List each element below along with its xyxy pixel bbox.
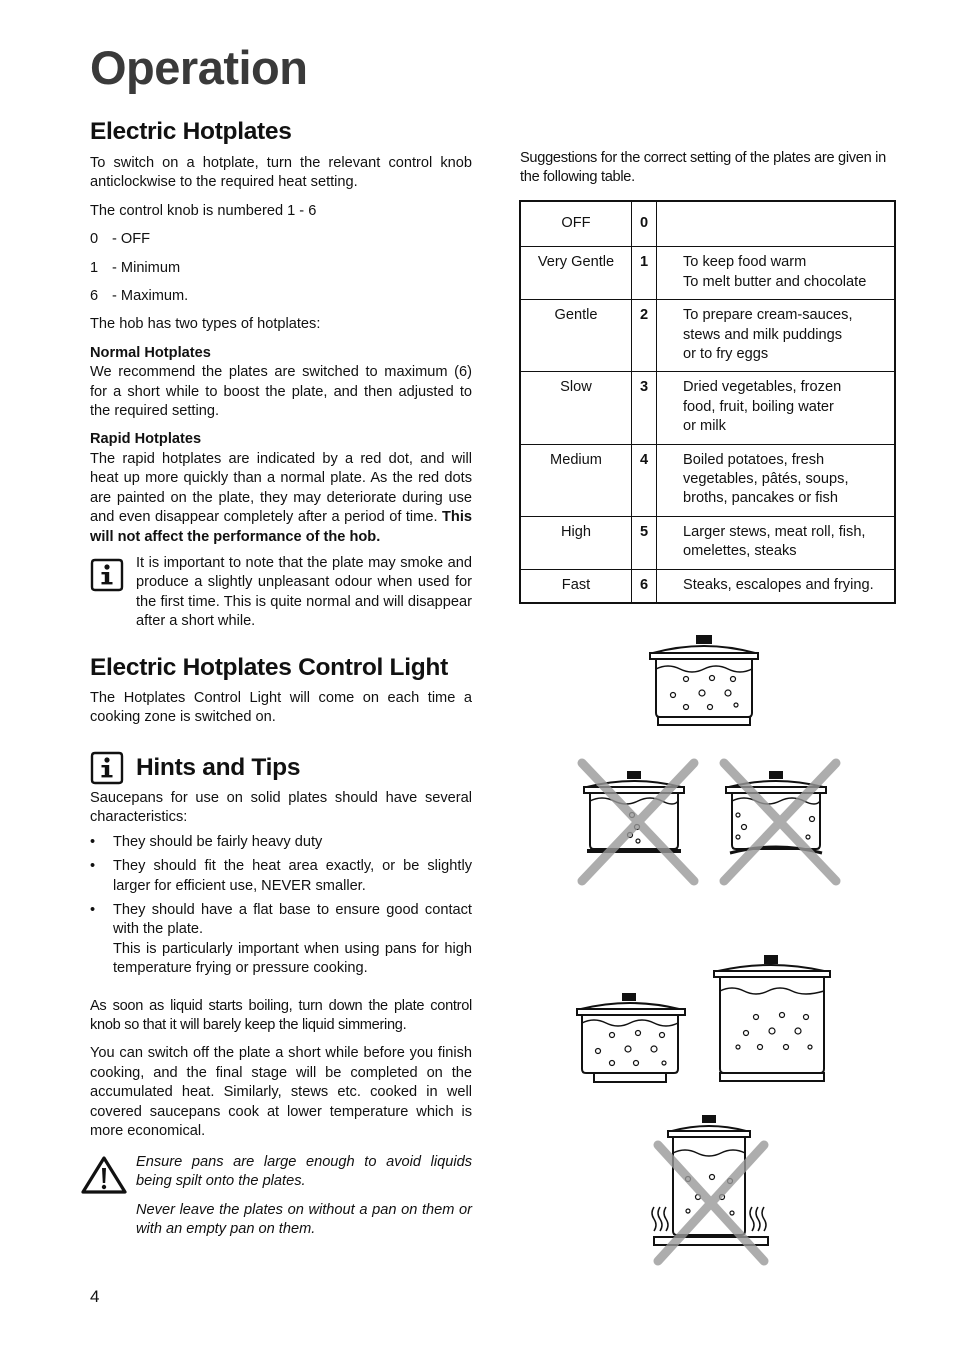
usage-cell	[657, 444, 896, 516]
hints-intro: Saucepans for use on solid plates should have several characteristics:	[90, 790, 472, 826]
usage-line: Larger stews, meat roll, fish,	[683, 523, 866, 540]
control-light-text: The Hotplates Control Light will come on each time a cooking zone is switched on.	[90, 690, 472, 726]
list-item-text: They should have a flat base to ensure good contact with the plate.	[113, 902, 472, 938]
list-item: • They should be fairly heavy duty	[90, 833, 472, 852]
usage-line: Boiled potatoes, fresh	[683, 451, 825, 468]
usage-cell	[657, 569, 896, 603]
setting-label: - OFF	[112, 231, 151, 248]
usage-line: broths, pancakes or fish	[683, 490, 838, 507]
list-item: • They should fit the heat area exactly, or be slightly larger for efficient use, NEVER smaller.	[90, 857, 472, 896]
control-light-heading: Electric Hotplates Control Light	[90, 654, 448, 681]
heat-level-cell: 0	[632, 201, 657, 247]
table-row	[520, 247, 895, 300]
heat-level-cell: 6	[632, 569, 657, 603]
warning-text: Ensure pans are large enough to avoid liquids being spilt onto the plates.	[136, 1154, 472, 1190]
table-row	[520, 300, 895, 372]
table-row	[520, 444, 895, 516]
normal-hotplates-text: We recommend the plates are switched to maximum (6) for a short while to boost the plate, and then adjusted to the required setting.	[90, 364, 472, 420]
rapid-hotplates-heading: Rapid Hotplates	[90, 431, 202, 448]
usage-line: omelettes, steaks	[683, 543, 797, 560]
hints-section	[90, 789, 472, 1142]
heat-name-cell: OFF	[520, 201, 632, 247]
usage-cell	[657, 201, 896, 247]
setting-off	[90, 230, 472, 249]
usage-line: Steaks, escalopes and frying.	[683, 576, 874, 593]
electric-hotplates-section	[90, 154, 472, 547]
info-icon	[89, 750, 125, 786]
rapid-bold-note: This will not affect the performance of the hob.	[90, 509, 472, 545]
setting-label: - Minimum	[112, 259, 181, 276]
switch-off-tip: You can switch off the plate a short while before you finish cooking, and the final stage will be completed on the accumulated heat. Similarly, stews etc. cooked in well covered saucepans cook at lower temperature which is more economical.	[90, 1045, 472, 1140]
heat-level-cell: 1	[632, 247, 657, 300]
rapid-text: The rapid hotplates are indicated by a red dot, and will heat up more quickly than a normal plate. As the red dots are painted on the plate, they may deteriorate during use and even disappear completely after a period of time.	[90, 450, 472, 526]
electric-hotplates-heading: Electric Hotplates	[90, 118, 292, 145]
warning-text: Never leave the plates on without a pan on them or with an empty pan on them.	[136, 1201, 472, 1238]
setting-min	[90, 259, 472, 278]
heat-name-cell: High	[520, 516, 632, 569]
usage-line: stews and milk puddings	[683, 326, 842, 343]
usage-line: Dried vegetables, frozen	[683, 379, 842, 396]
saucepan-illustrations	[560, 625, 860, 1270]
usage-line: To melt butter and chocolate	[683, 273, 867, 290]
setting-num: 6	[90, 288, 99, 305]
usage-line: or to fry eggs	[683, 346, 769, 363]
knob-note: The control knob is numbered 1 - 6	[90, 202, 317, 219]
warning-notes	[136, 1153, 472, 1240]
heat-name-cell: Slow	[520, 372, 632, 444]
usage-line: vegetables, pâtés, soups,	[683, 471, 849, 488]
usage-cell	[657, 516, 896, 569]
rapid-hotplates-text	[90, 450, 472, 547]
heat-settings-table	[519, 200, 896, 604]
table-row	[520, 516, 895, 569]
page-number: 4	[90, 1287, 100, 1306]
list-item	[90, 901, 472, 979]
correct-pan-icon	[650, 635, 758, 725]
setting-max	[90, 287, 472, 306]
heat-name-cell: Gentle	[520, 300, 632, 372]
heat-name-cell: Very Gentle	[520, 247, 632, 300]
info-icon	[89, 557, 125, 593]
usage-line: To keep food warm	[683, 254, 807, 271]
setting-num: 0	[90, 231, 99, 248]
heat-level-cell: 5	[632, 516, 657, 569]
heat-name-cell: Fast	[520, 569, 632, 603]
setting-label: - Maximum.	[112, 288, 189, 305]
heat-level-cell: 2	[632, 300, 657, 372]
usage-line: To prepare cream-sauces,	[683, 307, 853, 324]
usage-cell	[657, 247, 896, 300]
wrong-pan-icon	[724, 763, 836, 881]
warning-icon	[80, 1155, 128, 1195]
heat-name-cell: Medium	[520, 444, 632, 516]
types-intro: The hob has two types of hotplates:	[90, 316, 321, 333]
heat-level-cell: 4	[632, 444, 657, 516]
pan-characteristics-list	[90, 833, 472, 979]
info-note: It is important to note that the plate may smoke and produce a slightly unpleasant odour when used for the first time. This is quite normal and will disappear after a short while.	[136, 555, 472, 630]
table-row	[520, 569, 895, 603]
usage-line: food, fruit, boiling water	[683, 398, 834, 415]
correct-pan-icon	[714, 955, 830, 1081]
table-row	[520, 201, 895, 247]
list-item-extra: This is particularly important when using pans for high temperature frying or pressure cooking.	[113, 940, 472, 977]
heat-level-cell: 3	[632, 372, 657, 444]
intro-text: To switch on a hotplate, turn the relevant control knob anticlockwise to the required heat setting.	[90, 155, 472, 191]
usage-cell	[657, 300, 896, 372]
page-title: Operation	[90, 41, 308, 94]
wrong-pan-icon	[652, 1115, 768, 1261]
usage-line: or milk	[683, 418, 726, 435]
setting-num: 1	[90, 259, 99, 276]
hints-heading: Hints and Tips	[136, 754, 301, 781]
boiling-tip: As soon as liquid starts boiling, turn down the plate control knob so that it will barely keep the liquid simmering.	[90, 997, 472, 1034]
table-intro: Suggestions for the correct setting of the plates are given in the following table.	[520, 150, 886, 186]
wrong-pan-icon	[582, 763, 694, 881]
table-row	[520, 372, 895, 444]
usage-cell	[657, 372, 896, 444]
normal-hotplates-heading: Normal Hotplates	[90, 344, 211, 361]
correct-pan-icon	[577, 993, 685, 1082]
